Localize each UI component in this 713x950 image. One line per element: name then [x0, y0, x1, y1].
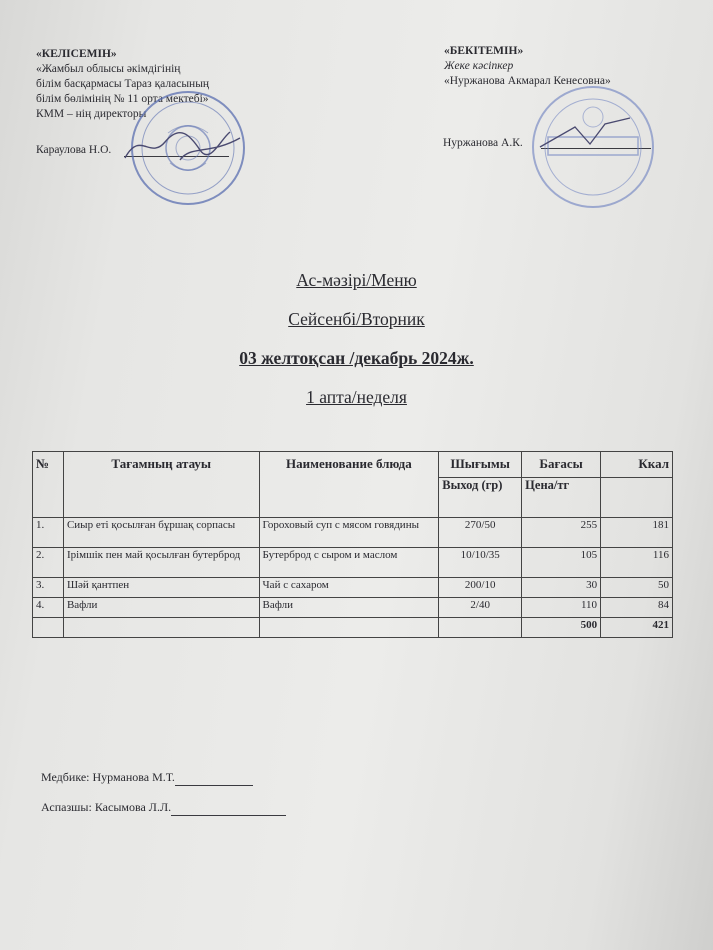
footer-nurse — [41, 770, 253, 786]
total-empty-cell — [439, 618, 522, 638]
cell-price: 30 — [522, 578, 601, 598]
cell-name-ru: Чай с сахаром — [259, 578, 439, 598]
table-row — [33, 548, 673, 578]
table-header-row — [33, 452, 673, 478]
approval-right-line: «Нуржанова Акмарал Кенесовна» — [444, 75, 611, 87]
cook-signature-line — [171, 800, 286, 816]
header-price-kz: Бағасы — [522, 452, 601, 478]
cell-name-kz: Сиыр еті қосылған бұршақ сорпасы — [63, 518, 259, 548]
signature-left — [120, 120, 250, 170]
date-title: 03 желтоқсан /декабрь 2024ж. — [239, 348, 474, 368]
approval-left-line: білім бөлімінің № 11 орта мектебі» — [36, 93, 209, 105]
total-empty-cell — [63, 618, 259, 638]
header-no: № — [33, 452, 64, 518]
approval-left-signer: Караулова Н.О. — [36, 144, 112, 156]
total-empty-cell — [33, 618, 64, 638]
cell-price: 110 — [522, 598, 601, 618]
cell-kcal: 50 — [601, 578, 673, 598]
total-price: 500 — [522, 618, 601, 638]
approval-left-line: білім басқармасы Тараз қаласының — [36, 78, 210, 90]
cell-kcal: 84 — [601, 598, 673, 618]
header-yield-ru: Выход (гр) — [439, 478, 522, 518]
cell-no: 2. — [33, 548, 64, 578]
approval-left-line: КММ – нің директоры — [36, 108, 147, 120]
header-empty-cell — [601, 478, 673, 518]
day-title: Сейсенбі/Вторник — [288, 309, 425, 329]
cell-yield: 2/40 — [439, 598, 522, 618]
cell-yield: 200/10 — [439, 578, 522, 598]
nurse-label: Медбике: Нурманова М.Т. — [41, 770, 175, 784]
title-block — [0, 270, 713, 426]
table-total-row — [33, 618, 673, 638]
cell-no: 4. — [33, 598, 64, 618]
cell-name-kz: Ірімшік пен май қосылған бутерброд — [63, 548, 259, 578]
header-name-kz: Тағамның атауы — [63, 452, 259, 518]
cell-kcal: 181 — [601, 518, 673, 548]
menu-title: Ас-мәзірі/Меню — [296, 270, 417, 290]
week-title: 1 апта/неделя — [306, 387, 407, 407]
cell-kcal: 116 — [601, 548, 673, 578]
menu-table — [32, 451, 673, 638]
cell-no: 1. — [33, 518, 64, 548]
cell-name-ru: Гороховый суп с мясом говядины — [259, 518, 439, 548]
cell-name-ru: Вафли — [259, 598, 439, 618]
cell-name-ru: Бутерброд с сыром и маслом — [259, 548, 439, 578]
approval-right-line: Жеке кәсіпкер — [444, 60, 514, 72]
total-kcal: 421 — [601, 618, 673, 638]
approval-right-signer: Нуржанова А.К. — [443, 137, 523, 149]
table-row — [33, 598, 673, 618]
header-yield-kz: Шығымы — [439, 452, 522, 478]
cell-price: 105 — [522, 548, 601, 578]
approval-left-line: «Жамбыл облысы әкімдігінің — [36, 63, 181, 75]
total-empty-cell — [259, 618, 439, 638]
approval-left-heading: «КЕЛІСЕМІН» — [36, 48, 117, 60]
cell-name-kz: Шәй қантпен — [63, 578, 259, 598]
cell-name-kz: Вафли — [63, 598, 259, 618]
signature-right — [535, 112, 665, 152]
table-row — [33, 578, 673, 598]
footer-cook — [41, 800, 286, 816]
table-row — [33, 518, 673, 548]
cell-price: 255 — [522, 518, 601, 548]
cell-yield: 10/10/35 — [439, 548, 522, 578]
header-price-ru: Цена/тг — [522, 478, 601, 518]
approval-right-heading: «БЕКІТЕМІН» — [444, 45, 524, 57]
header-name-ru: Наименование блюда — [259, 452, 439, 518]
cell-no: 3. — [33, 578, 64, 598]
nurse-signature-line — [175, 770, 253, 786]
cell-yield: 270/50 — [439, 518, 522, 548]
cook-label: Аспазшы: Касымова Л.Л. — [41, 800, 172, 814]
header-kcal: Ккал — [601, 452, 673, 478]
